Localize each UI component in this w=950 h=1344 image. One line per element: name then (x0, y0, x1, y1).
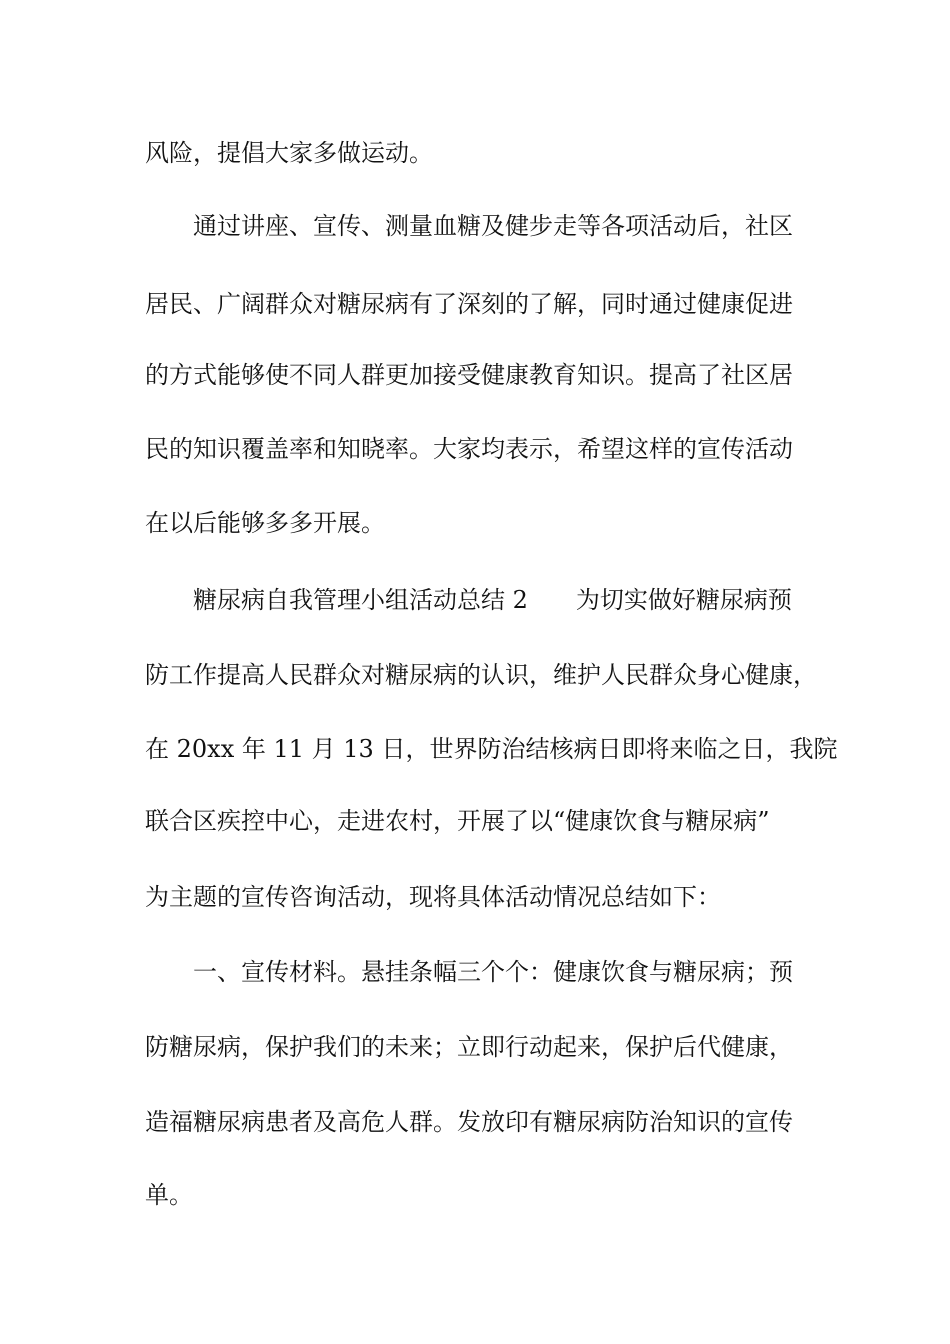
text-line: 防工作提高人民群众对糖尿病的认识，维护人民群众身心健康， (145, 661, 817, 689)
text-line: 单。 (145, 1181, 193, 1209)
text-line: 为主题的宣传咨询活动，现将具体活动情况总结如下： (145, 883, 721, 911)
text-line: 的方式能够使不同人群更加接受健康教育知识。提高了社区居 (145, 361, 793, 389)
text-line: 造福糖尿病患者及高危人群。发放印有糖尿病防治知识的宣传 (145, 1108, 793, 1136)
paragraph-first-line: 一、宣传材料。悬挂条幅三个个：健康饮食与糖尿病；预 (193, 958, 793, 986)
text-line: 联合区疾控中心，走进农村，开展了以“健康饮食与糖尿病” (145, 807, 770, 835)
text-line: 在 20xx 年 11 月 13 日，世界防治结核病日即将来临之日，我院 (145, 735, 838, 763)
paragraph-first-line: 通过讲座、宣传、测量血糖及健步走等各项活动后，社区 (193, 212, 793, 240)
text-line: 防糖尿病，保护我们的未来；立即行动起来，保护后代健康， (145, 1033, 793, 1061)
paragraph-first-line: 糖尿病自我管理小组活动总结 2 为切实做好糖尿病预 (193, 586, 792, 614)
text-line: 居民、广阔群众对糖尿病有了深刻的了解，同时通过健康促进 (145, 290, 793, 318)
text-line: 在以后能够多多开展。 (145, 509, 385, 537)
text-line: 风险，提倡大家多做运动。 (145, 139, 433, 167)
text-line: 民的知识覆盖率和知晓率。大家均表示，希望这样的宣传活动 (145, 435, 793, 463)
